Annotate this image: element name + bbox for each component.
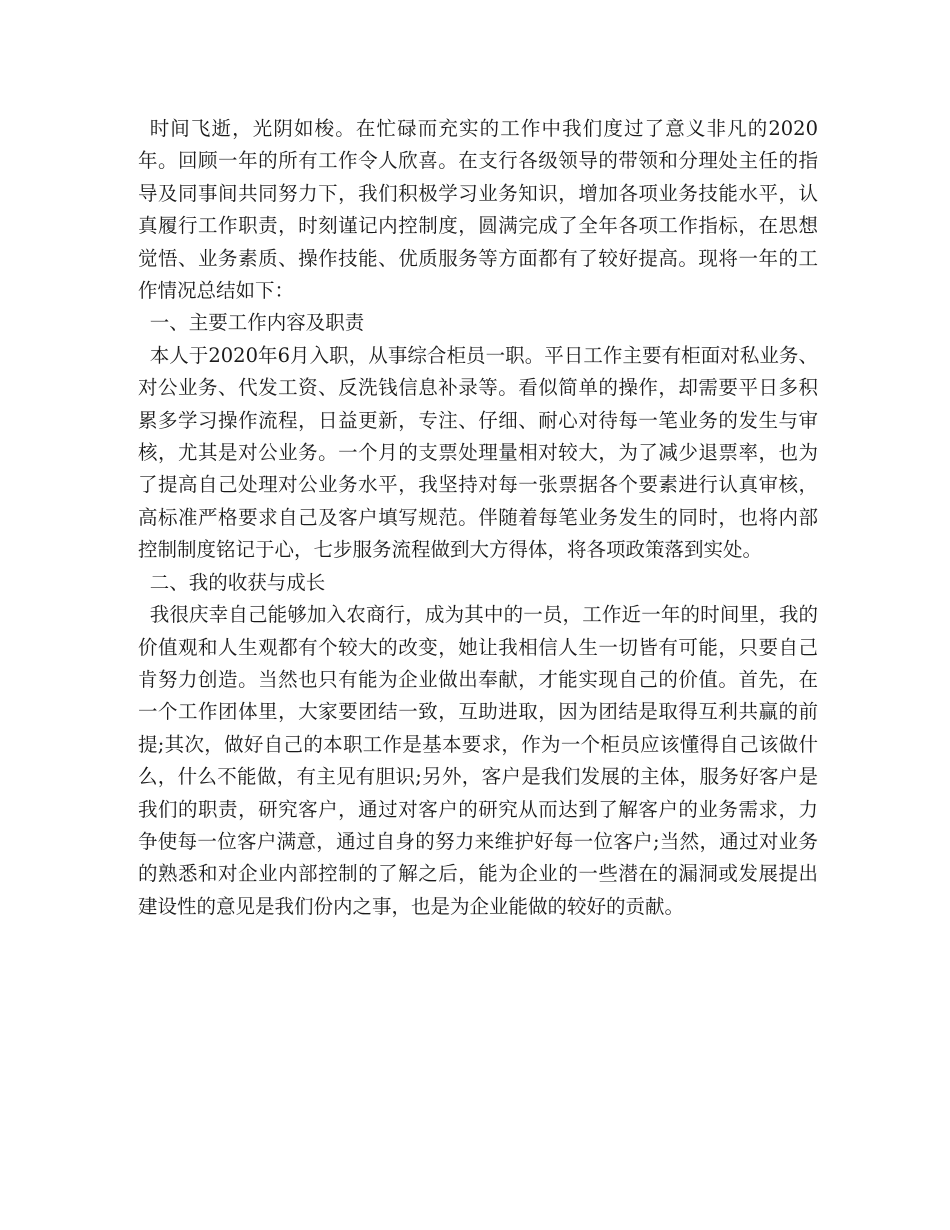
intro-paragraph: 时间飞逝，光阴如梭。在忙碌而充实的工作中我们度过了意义非凡的2020年。回顾一年的所有工作令人欣喜。在支行各级领导的带领和分理处主任的指导及同事间共同努力下，我们积极学习业务知识，增加各项业务技能水平，认真履行工作职责，时刻谨记内控制度，圆满完成了全年各项工作指标，在思想觉悟、业务素质、操作技能、优质服务等方面都有了较好提高。现将一年的工作情况总结如下： — [138, 117, 818, 303]
document-body — [138, 113, 818, 923]
section-heading-growth: 二、我的收获与成长 — [149, 570, 326, 594]
growth-paragraph: 我很庆幸自己能够加入农商行，成为其中的一员，工作近一年的时间里，我的价值观和人生观都有个较大的改变，她让我相信人生一切皆有可能，只要自己肯努力创造。当然也只有能为企业做出奉献，才能实现自己的价值。首先，在一个工作团体里，大家要团结一致，互助进取，因为团结是取得互利共赢的前提;其次，做好自己的本职工作是基本要求，作为一个柜员应该懂得自己该做什么，什么不能做，有主见有胆识;另外，客户是我们发展的主体，服务好客户是我们的职责，研究客户，通过对客户的研究从而达到了解客户的业务需求，力争使每一位客户满意，通过自身的努力来维护好每一位客户;当然，通过对业务的熟悉和对企业内部控制的了解之后，能为企业的一些潜在的漏洞或发展提出建设性的意见是我们份内之事，也是为企业能做的较好的贡献。 — [138, 603, 818, 918]
duties-paragraph: 本人于2020年6月入职，从事综合柜员一职。平日工作主要有柜面对私业务、对公业务、代发工资、反洗钱信息补录等。看似简单的操作，却需要平日多积累多学习操作流程，日益更新，专注、仔细、耐心对待每一笔业务的发生与审核，尤其是对公业务。一个月的支票处理量相对较大，为了减少退票率，也为了提高自己处理对公业务水平，我坚持对每一张票据各个要素进行认真审核，高标准严格要求自己及客户填写规范。伴随着每笔业务发生的同时，也将内部控制制度铭记于心，七步服务流程做到大方得体，将各项政策落到实处。 — [138, 343, 818, 562]
section-heading-duties: 一、主要工作内容及职责 — [149, 311, 365, 335]
